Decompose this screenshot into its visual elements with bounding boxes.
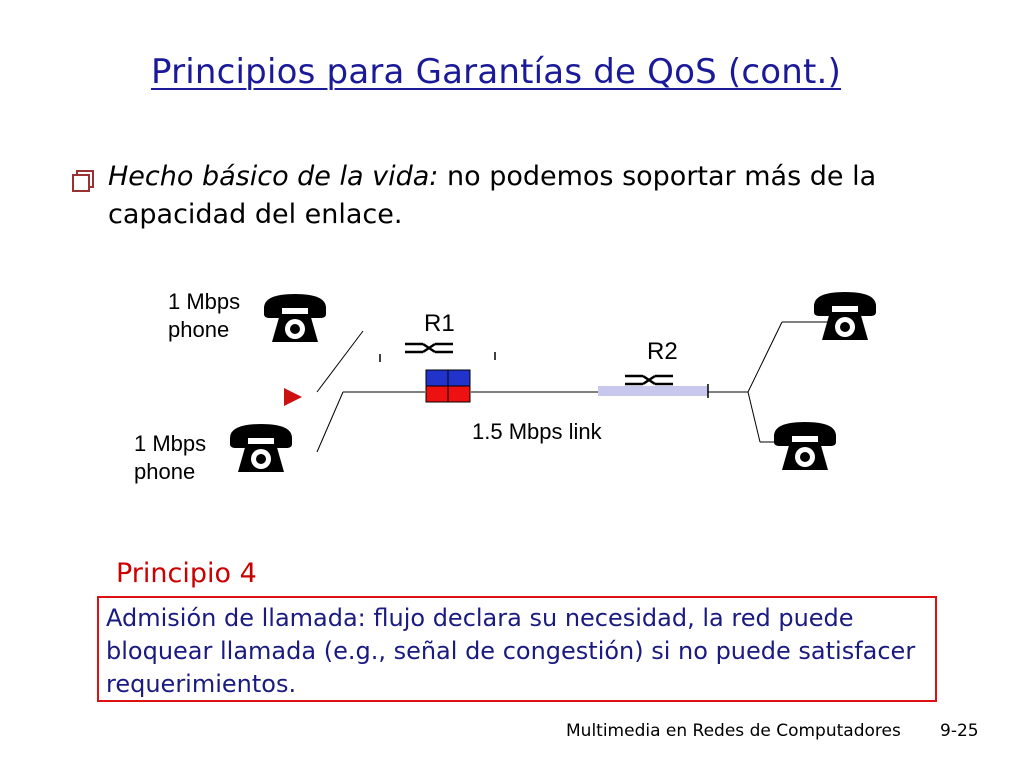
arrow-right-icon <box>284 388 302 406</box>
phone-icon <box>264 294 326 342</box>
router-icon <box>625 376 673 384</box>
slide-title: Principios para Garantías de QoS (cont.) <box>150 52 842 92</box>
footer-page-number: 9-25 <box>940 721 979 741</box>
phone-icon <box>814 292 876 340</box>
phone-icon <box>230 424 292 472</box>
router-icon <box>405 344 453 352</box>
phone-icon <box>774 422 836 470</box>
bullet-body: no podemos soportar más de la capacidad del enlace. <box>108 161 877 230</box>
link-top-right <box>748 322 782 392</box>
link-bottom-right <box>748 392 760 442</box>
link-bottom-left <box>317 392 343 452</box>
phone-top-left-label: 1 Mbps phone <box>168 289 241 342</box>
link-label: 1.5 Mbps link <box>472 419 602 444</box>
principle-title: Principio 4 <box>102 558 271 589</box>
footer-course: Multimedia en Redes de Computadores <box>566 721 901 741</box>
link-highlight <box>598 386 708 396</box>
router1-label: R1 <box>424 310 455 337</box>
bullet-emphasis: Hecho básico de la vida: <box>108 161 439 192</box>
router2-label: R2 <box>647 338 678 365</box>
queue-buffer-icon <box>426 370 470 402</box>
phone-bottom-left-label: 1 Mbps phone <box>134 431 207 484</box>
principle-text: Admisión de llamada: flujo declara su necesidad, la red puede bloquear llamada (e.g., señal de congestión) si no puede satisfacer requerimientos. <box>106 604 916 698</box>
link-top-left <box>317 331 363 392</box>
